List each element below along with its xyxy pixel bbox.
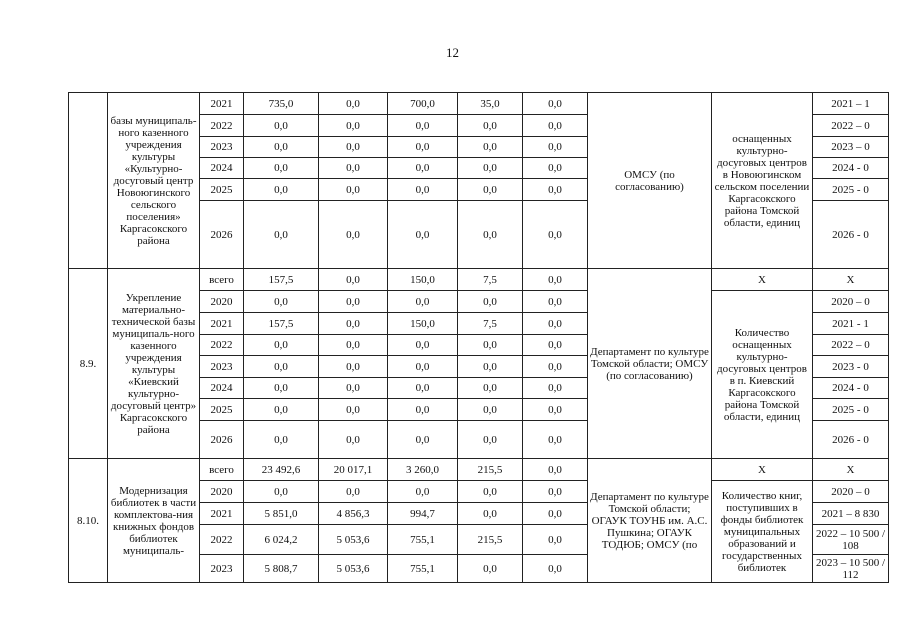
total-cell: 157,5	[244, 313, 319, 335]
program-table	[68, 92, 889, 583]
local-cell: 0,0	[458, 115, 523, 137]
other-cell: 0,0	[523, 137, 588, 158]
local-cell: 0,0	[458, 335, 523, 356]
other-cell: 0,0	[523, 555, 588, 583]
indicator-total-x: X	[712, 459, 813, 481]
regional-cell: 755,1	[388, 555, 458, 583]
total-cell: 157,5	[244, 269, 319, 291]
federal-cell: 0,0	[319, 269, 388, 291]
regional-cell: 0,0	[388, 421, 458, 459]
local-cell: 0,0	[458, 201, 523, 269]
item-name: базы муниципаль-ного казенного учреждения культуры «Культурно-досуговый центр Новоюгинского сельского поселения» Каргасокского района	[108, 93, 200, 269]
total-cell: 0,0	[244, 421, 319, 459]
regional-cell: 0,0	[388, 201, 458, 269]
federal-cell: 4 856,3	[319, 503, 388, 525]
local-cell: 35,0	[458, 93, 523, 115]
federal-cell: 0,0	[319, 179, 388, 201]
year-cell: 2022	[200, 115, 244, 137]
table-row	[69, 93, 889, 115]
other-cell: 0,0	[523, 201, 588, 269]
indicator-value: 2024 - 0	[813, 378, 889, 399]
indicator-value: 2022 – 10 500 / 108	[813, 525, 889, 555]
federal-cell: 0,0	[319, 93, 388, 115]
indicator-total-x: X	[712, 269, 813, 291]
other-cell: 0,0	[523, 459, 588, 481]
other-cell: 0,0	[523, 269, 588, 291]
federal-cell: 0,0	[319, 158, 388, 179]
regional-cell: 0,0	[388, 179, 458, 201]
year-cell: 2022	[200, 525, 244, 555]
executor: ОМСУ (по согласованию)	[588, 93, 712, 269]
other-cell: 0,0	[523, 378, 588, 399]
regional-cell: 0,0	[388, 335, 458, 356]
year-cell: 2026	[200, 201, 244, 269]
indicator: Количество оснащенных культурно-досуговых центров в п. Киевский Каргасокского района Томской области, единиц	[712, 291, 813, 459]
regional-cell: 0,0	[388, 291, 458, 313]
indicator-value: 2023 – 0	[813, 137, 889, 158]
regional-cell: 994,7	[388, 503, 458, 525]
other-cell: 0,0	[523, 93, 588, 115]
federal-cell: 0,0	[319, 421, 388, 459]
year-cell: 2021	[200, 93, 244, 115]
federal-cell: 0,0	[319, 399, 388, 421]
regional-cell: 150,0	[388, 313, 458, 335]
local-cell: 215,5	[458, 459, 523, 481]
local-cell: 7,5	[458, 313, 523, 335]
executor: Департамент по культуре Томской области; ОГАУК ТОУНБ им. А.С. Пушкина; ОГАУК ТОДЮБ; ОМСУ (по	[588, 459, 712, 583]
year-cell: всего	[200, 459, 244, 481]
year-cell: 2021	[200, 503, 244, 525]
other-cell: 0,0	[523, 313, 588, 335]
other-cell: 0,0	[523, 481, 588, 503]
total-cell: 5 808,7	[244, 555, 319, 583]
total-cell: 0,0	[244, 158, 319, 179]
indicator-value: 2024 - 0	[813, 158, 889, 179]
federal-cell: 0,0	[319, 137, 388, 158]
indicator-value: 2026 - 0	[813, 201, 889, 269]
federal-cell: 20 017,1	[319, 459, 388, 481]
other-cell: 0,0	[523, 421, 588, 459]
total-cell: 0,0	[244, 291, 319, 313]
federal-cell: 0,0	[319, 313, 388, 335]
other-cell: 0,0	[523, 158, 588, 179]
total-cell: 0,0	[244, 201, 319, 269]
federal-cell: 5 053,6	[319, 555, 388, 583]
indicator-value: 2021 - 1	[813, 313, 889, 335]
indicator-value: 2026 - 0	[813, 421, 889, 459]
other-cell: 0,0	[523, 503, 588, 525]
other-cell: 0,0	[523, 115, 588, 137]
regional-cell: 0,0	[388, 481, 458, 503]
federal-cell: 0,0	[319, 291, 388, 313]
indicator-value: 2020 – 0	[813, 481, 889, 503]
year-cell: 2023	[200, 137, 244, 158]
year-cell: 2020	[200, 291, 244, 313]
page-number: 12	[446, 45, 459, 60]
indicator-value-total-x: X	[813, 269, 889, 291]
federal-cell: 0,0	[319, 201, 388, 269]
table-row	[69, 269, 889, 291]
other-cell: 0,0	[523, 179, 588, 201]
local-cell: 0,0	[458, 356, 523, 378]
regional-cell: 0,0	[388, 137, 458, 158]
local-cell: 0,0	[458, 421, 523, 459]
indicator-value: 2022 – 0	[813, 115, 889, 137]
year-cell: 2023	[200, 356, 244, 378]
federal-cell: 0,0	[319, 481, 388, 503]
indicator-value: 2025 - 0	[813, 399, 889, 421]
total-cell: 0,0	[244, 115, 319, 137]
total-cell: 0,0	[244, 481, 319, 503]
regional-cell: 0,0	[388, 115, 458, 137]
local-cell: 0,0	[458, 399, 523, 421]
total-cell: 0,0	[244, 399, 319, 421]
indicator-value-total-x: X	[813, 459, 889, 481]
total-cell: 0,0	[244, 179, 319, 201]
local-cell: 7,5	[458, 269, 523, 291]
item-number	[69, 93, 108, 269]
local-cell: 0,0	[458, 481, 523, 503]
regional-cell: 0,0	[388, 378, 458, 399]
other-cell: 0,0	[523, 525, 588, 555]
regional-cell: 3 260,0	[388, 459, 458, 481]
federal-cell: 0,0	[319, 356, 388, 378]
indicator-value: 2020 – 0	[813, 291, 889, 313]
total-cell: 0,0	[244, 335, 319, 356]
federal-cell: 0,0	[319, 115, 388, 137]
local-cell: 215,5	[458, 525, 523, 555]
other-cell: 0,0	[523, 335, 588, 356]
local-cell: 0,0	[458, 378, 523, 399]
total-cell: 0,0	[244, 137, 319, 158]
regional-cell: 755,1	[388, 525, 458, 555]
total-cell: 0,0	[244, 378, 319, 399]
local-cell: 0,0	[458, 179, 523, 201]
regional-cell: 0,0	[388, 399, 458, 421]
indicator-value: 2021 – 8 830	[813, 503, 889, 525]
year-cell: 2023	[200, 555, 244, 583]
local-cell: 0,0	[458, 503, 523, 525]
total-cell: 0,0	[244, 356, 319, 378]
item-number: 8.9.	[69, 269, 108, 459]
indicator-value: 2025 - 0	[813, 179, 889, 201]
total-cell: 5 851,0	[244, 503, 319, 525]
local-cell: 0,0	[458, 555, 523, 583]
local-cell: 0,0	[458, 158, 523, 179]
regional-cell: 0,0	[388, 356, 458, 378]
local-cell: 0,0	[458, 137, 523, 158]
other-cell: 0,0	[523, 291, 588, 313]
year-cell: 2026	[200, 421, 244, 459]
year-cell: 2020	[200, 481, 244, 503]
year-cell: всего	[200, 269, 244, 291]
item-name: Модернизация библиотек в части комплектова-ния книжных фондов библиотек муниципаль-	[108, 459, 200, 583]
executor: Департамент по культуре Томской области; ОМСУ (по согласованию)	[588, 269, 712, 459]
regional-cell: 150,0	[388, 269, 458, 291]
total-cell: 23 492,6	[244, 459, 319, 481]
year-cell: 2022	[200, 335, 244, 356]
indicator-value: 2023 – 10 500 / 112	[813, 555, 889, 583]
other-cell: 0,0	[523, 399, 588, 421]
table-row	[69, 459, 889, 481]
indicator: оснащенных культурно-досуговых центров в Новоюгинском сельском поселении Каргасокского района Томской области, единиц	[712, 93, 813, 269]
year-cell: 2025	[200, 399, 244, 421]
year-cell: 2024	[200, 158, 244, 179]
local-cell: 0,0	[458, 291, 523, 313]
year-cell: 2021	[200, 313, 244, 335]
year-cell: 2024	[200, 378, 244, 399]
federal-cell: 0,0	[319, 378, 388, 399]
item-number: 8.10.	[69, 459, 108, 583]
federal-cell: 5 053,6	[319, 525, 388, 555]
indicator-value: 2021 – 1	[813, 93, 889, 115]
regional-cell: 700,0	[388, 93, 458, 115]
item-name: Укрепление материально-технической базы муниципаль-ного казенного учреждения культуры «Киевский культурно-досуговый центр» Каргасокского района	[108, 269, 200, 459]
regional-cell: 0,0	[388, 158, 458, 179]
indicator-value: 2023 - 0	[813, 356, 889, 378]
total-cell: 735,0	[244, 93, 319, 115]
year-cell: 2025	[200, 179, 244, 201]
total-cell: 6 024,2	[244, 525, 319, 555]
indicator: Количество книг, поступивших в фонды библиотек муниципальных образований и государственных библиотек	[712, 481, 813, 583]
indicator-value: 2022 – 0	[813, 335, 889, 356]
federal-cell: 0,0	[319, 335, 388, 356]
other-cell: 0,0	[523, 356, 588, 378]
